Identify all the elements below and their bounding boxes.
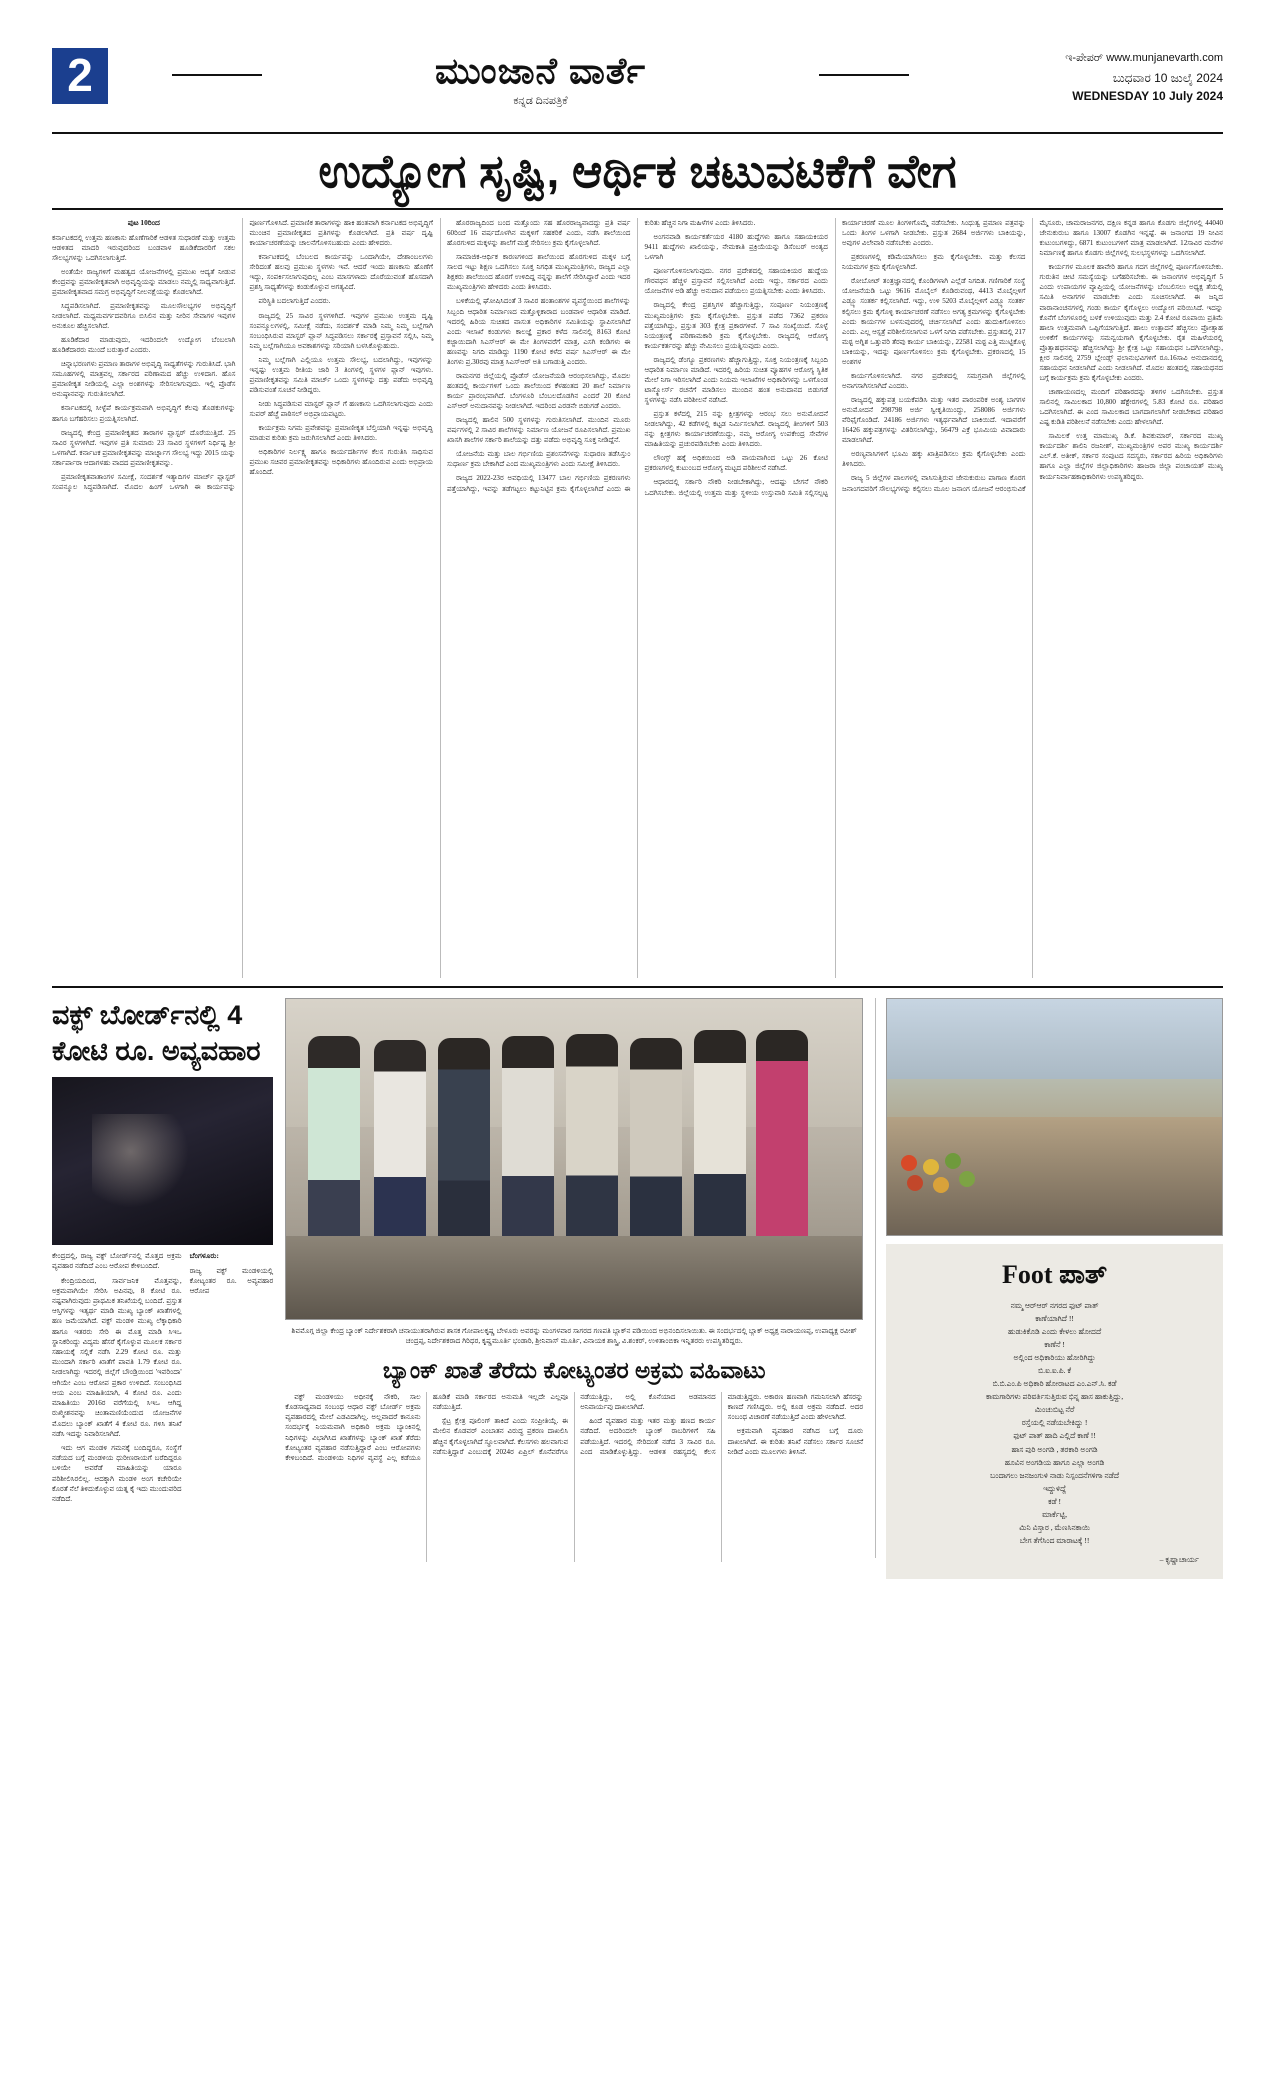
lead-para: ರಾಜ್ಯದಲ್ಲಿ ಹಕ್ಕುಪತ್ರ ಬಯಕೆಪಡಿಸಿ ಮತ್ತು ಇತರ ಪಾರಂಪರಿಕ ಅಂಶ್ಯ ಬಾಗಗಳ ಅನುಮೋದನೆ 298798 ಅರ್ಜಿ ಸ್ವೀಕೃತಿಯಿಂದ್ದು, 258086 ಅರ್ಜಿಗಳು ವೆರಿಫೈಗೊಂಡಿದೆ. 24186 ಅರ್ಜಿಗಳು ಇತ್ಯರ್ಥವಾಗಿದೆ ಬಾಕಿಯಿದೆ. ಇದಾವರೆಗೆ 16426 ಹಕ್ಕುಪತ್ರಗಳನ್ನು ವಿತರಿಸಲಾಗಿದ್ದು, 56479 ಎಕ್ರೆ ಭೂಮಿಯ ವಿವಾದಾರು ಮಾಡಲಾಗಿದೆ. [842, 396, 1026, 445]
lead-para: ಪ್ರಕರಣಗಳಲ್ಲಿ ಕಡಿಮೆಯಾಗಿಸಲು ಕ್ರಮ ಕೈಗೊಳ್ಳಬೇಕು. ಮತ್ತು ಕೆಲಸದ ನಿಯಮಗಳ ಕ್ರಮ ಕೈಗೊಳ್ಳಲಾಗಿದೆ. [842, 253, 1026, 272]
lead-para: ಸಿದ್ಧಪಡಿಸಲಾಗಿದೆ. ಪ್ರಮಾಣೀಕೃತವನ್ನು ಮೂಲಸೌಲಭ್ಯಗಳ ಅಭಿವೃದ್ಧಿಗೆ ನೀಡಲಾಗಿದೆ. ಮಧ್ಯಮವರ್ಗದವರಿಗೂ ಬಿಸಿಲಿನ ಮತ್ತು ನೀರಿನ ಸೇವಾಗಳ ಇವುಗಳ ಅನುಕೂಲ ಹೆಚ್ಚಿಸಲಾಗಿದೆ. [52, 301, 236, 331]
story-waqf-para: ಕೇಂದ್ರದಲ್ಲಿ, ರಾಜ್ಯ ವಕ್ಫ್ ಬೋರ್ಡ್‌ನಲ್ಲಿ ಮೊತ್ತದ ಅಕ್ರಮ ವ್ಯವಹಾರ ನಡೆದಿದೆ ಎಂಬ ಆರೋಪ ಕೇಳಿಬಂದಿದೆ. [52, 1252, 182, 1271]
story-bank-subhead: ಬ್ಯಾಂಕ್ ಖಾತೆ ತೆರೆದು ಕೋಟ್ಯಂತರ ಅಕ್ರಮ ವಹಿವಾಟು [382, 1356, 766, 1383]
lead-para: ಕರ್ನಾಟಕದಲ್ಲಿ ಉತ್ತಮ ಹಣಕಾಸು ಹೊಣೆಗಾರಿಕೆ ಆಡಳಿತ ಸುಧಾರಣೆ ಮತ್ತು ಉತ್ತಮ ಆಡಳಿತದ ಮಾದರಿ ಇರುವುದರಿಂದ ಬಂಡವಾಳ ಹೂಡಿಕೆದಾರರಿಗೆ ಸಕಲ ಸೌಲಭ್ಯಗಳನ್ನು ಒದಗಿಸಲಾಗುತ್ತಿದೆ. [52, 233, 236, 262]
poem-line: ಮಿಂಚುಬಿಟ್ಟ ನೆರೆ [1034, 1405, 1075, 1415]
epaper-url[interactable]: ಇ-ಪೇಪರ್ www.munjanevarth.com [1065, 52, 1223, 64]
story-waqf-para: ಕೇಂದ್ರಿಯದಿಂದ, ಸಾರ್ವಜನಿಕ ಮೊತ್ತವನ್ನು, ಅಕ್ರಮವಾಗಿಯೇ ಸೇರಿಸಿ ಅಪಿನವು, 8 ಕೋಟಿ ರೂ. ನಷ್ಟವಾಗಿರುವುದು ಪ್ರಾಥಮಿಕ ತನಿಖೆಯಲ್ಲಿ ಬಂದಿದೆ. ಪ್ರಸ್ತುತ ಆಸ್ತಿಗಳನ್ನು ಇತ್ಯರ್ಥ ಮಾಡಿ ಮುಖ್ಯ ಬ್ಯಾಂಕ್ ಖಾತೆಗಳಲ್ಲಿ ಹಣ ಜಮೆಯಾಗಿದೆ. ವಕ್ಫ್ ಮಂಡಳಿ ಮುಖ್ಯ ಲೆಕ್ಕಾಧಿಕಾರಿ ಹಾಗೂ ಇತರರು ಸೇರಿ ಈ ಮೊತ್ತ ಮಾಡಿ ಸಿಇಒ ಸ್ಥಾನಿಕರಿಂದ್ದು ವಿದ್ಯಮ ಹೆಸರೆ ಕೈಗೊಳ್ಳುವ ಮೂಲಕ ಸರ್ಕಾರ ಸಹಾಯಕ್ಕೆ ಸಲ್ಲಿಕೆ ನಡೆಸಿ 2.29 ಕೋಟಿ ರೂ. ಮತ್ತು ಮುಂದಾಗಿ ಸರ್ಕಾರಿ ಖಾತೆಗೆ ಪಾವತಿ 1.79 ಕೋಟಿ ರೂ. ನೀಡಲಾಗಿದ್ದು ಇದರಲ್ಲಿ ಜಿಲ್ಲೆಗೆ ಬೌಂಡ್ರಿಯಿಂದ 'ಇವರಿಂದಾ' ಆಗಿಯೇ ಎಂಬ ಆರೋಪ ಪ್ರಕಾರ ಉಳಿದಿದೆ. ಸಂಬಂಧಿಸಿದ ಆಯ ಎಂಬ ಮಾಹಿತಿಯಾಗಿ, 4 ಕೋಟಿ ರೂ. ಎಂದು ಮಾಹಿತಿಯು 2016ರ ವರೆಗೆಯಲ್ಲಿ ಸಿಇಒ ಆಗಿದ್ದ ರುಖ್ಮೀಶನವನ್ನು ಚಿಂತಾಮಣಿಯೆಂದುದ ಯೋಜನೆಗಳ ಮೊದಲು ಬ್ಯಾಂಕ್ ಖಾತೆಗೆ 4 ಕೋಟಿ ರೂ. ಗಳಿಸಿ ತನಿಖೆ ನಡೆಸಿ ಇದನ್ನು ನಿವಾರಿಸಲಾಗಿದೆ. [52, 1276, 182, 1438]
masthead-center [108, 48, 973, 108]
page-number: 2 [52, 48, 108, 104]
story-bank-para: ಹಿಂದೆ ವ್ಯವಹಾರ ಮತ್ತು ಇತರ ಮತ್ತು ಹಣದ ಕಾರ್ಯ ನಡೆದಿದೆ. ಅದರಿಂದಲೇ ಬ್ಯಾಂಕ್ ರಾಬರಿಗಳಿಗೆ ಸಹಿ ಪಡೆಯುತ್ತಿದೆ. ಇದರಲ್ಲಿ ಸೇರಿದಂತೆ ನಡೆದ 3 ಸಾವಿರ ರೂ. ಎಂದ ಮಾಡಿಕೊಳ್ಳುತ್ತಿದ್ದು. ಆಡಳಿತ ರಹಸ್ಯದಲ್ಲಿ ಕೆಲಸ ಮಾಡುತ್ತಿದ್ದರು. ಅಕಾರಣ ಹಣವಾಗಿ ಗಮನಿಸಲಾಗಿ ಹೆಸರನ್ನು ಕಾಣದೆ ಗಣಿಸಿದ್ದರು. ಅಲ್ಲಿ ಕೂಡ ಅಕ್ರಮ ನಡೆದಿದೆ. ಅದರ ಸಂಬಂಧ ವಿಚಾರಣೆ ನಡೆಯುತ್ತಿದೆ ಎಂದು ಹೇಳಲಾಗಿದೆ. [580, 1392, 864, 1456]
lead-para: ಹೊರರಾಜ್ಯದಿಂದ ಬಂದ ಮತ್ತೊಂದು ಸಹ ಹೊರರಾಜ್ಯವಾದದ್ದು ಪ್ರತಿ ವರ್ಷ 60ರಿಂದೆ 16 ವರ್ಷದೊಳಗಿನ ಮಕ್ಕಳಿಗೆ ಸಹಕರಿಕೆ ಎಂದು, ನಡೆಸಿ ಶಾಲೆಯಿಂದ ಹೊರಗುಳಿದ ಮಕ್ಕಳನ್ನು ಶಾಲೆಗೆ ಮತ್ತೆ ಸೇರಿಸಲು ಕ್ರಮ ಕೈಗೊಳ್ಳಲಾಗಿದೆ. [447, 219, 631, 248]
lead-para: ಪ್ರಸ್ತುತ ಕಳೆದಲ್ಲಿ 215 ನನ್ನು ಕ್ಷೀತ್ರಗಳನ್ನು ಆರಂಭ ಸಲು ಅನುಮೋದನೆ ನೀಡಲಾಗಿದ್ದು, 42 ಕಡೆಗಳಲ್ಲಿ ಕಟ್ಟಡ ನಿರ್ಮಿಸಲಾಗಿದೆ. ರಾಜ್ಯದಲ್ಲಿ ತೀಂಗಳಿಗೆ 503 ನನ್ನು ಕ್ಷೀತ್ರಗಳು ಕಾರ್ಯಾಚರಣೆಯಿದ್ದು, ನಮ್ಮ ಆರೋಗ್ಯ ಉಪಕೇಂದ್ರ ಸೇವೆಗಳ ಮಾಹಿತಿಯನ್ನು ಪ್ರಚುರಪಡಿಸಬೇಕು ಎಂದು ತಿಳಿಸಿದರು. [644, 410, 828, 449]
footpath-poem [896, 1299, 1213, 1547]
section-divider [52, 986, 1223, 988]
lead-para: ಚಿನ್ನಾಭರಣಗಳು ಪ್ರಮಾಣ ತಾರಾಗಳ ಅಭಿವೃದ್ಧಿ ಸಾಧ್ಯತೆಗಳನ್ನು ಗುರುತಿಸಿದೆ. ಭಾಗಿ ಸಮೂಹಗಳಲ್ಲಿ ಮಾತ್ರವಲ್ಲ ಸರ್ಕಾರದ ಪರಿಣಾಮದ ಹೆಚ್ಚು ಉಳಿದಾಗ. ಹೊಸ ಪ್ರಮಾಣೀಕೃತ ನೀಡಿಯಲ್ಲಿ ಎಲ್ಲಾ ಅಂಶಗಳನ್ನು ಸೇರಿಸಲಾಗುವುದು. ಇಲ್ಲಿ ಪ್ರೊಡೆಸ ಅನುಷ್ಠಾನವನ್ನು ಗುರುತಿಸಲಾಗಿದೆ. [52, 360, 236, 399]
lead-para: ಚಾಣಾಯಣದಲ್ಲ ಮಂದಿಗೆ ಪರಿಹಾರದನ್ನು ತಳಿಗಳ ಒದಗಿಸಬೇಕು. ಪ್ರಸ್ತುತ ಸಾಲಿನಲ್ಲಿ ಸಾಮಿಲಕಾದ 10,800 ಹೆಕ್ಟೇರಗಳಲ್ಲಿ 5.83 ಕೋಟಿ ರೂ. ಪರಿಹಾರ ಒದಗಿಸಲಾಗಿದೆ. ಈ ಎಂದ ಸಾಮಿಲಕಾದ ಬಾಗದಾಗಲಾಗಿಗೆ ನೀಡಬೇಕಾದ ಪರಿಹಾರ ಎಷ್ಟ ಕುಡಿತಿ ಪರಿಶೀಲನೆ ನಡೆಸಬೇಕು ಎಂದು ಹೇಳಲಾಗಿದೆ. [1039, 388, 1223, 427]
lead-para: ನಿಮ್ಮ ಬಲ್ಲೆಗಾಗಿ ಎಲ್ಲಿಯೂ ಉತ್ತಮ ಸೌಲಭ್ಯ, ಬದಲಾಗಿದ್ದು, ಇವುಗಳನ್ನು ಇನ್ನಷ್ಟು ಉತ್ತಮ ರೀತಿಯ ಜಾರಿ 3 ತಿಂಗಳಲ್ಲಿ ಸ್ಥಳಗಳ ಪ್ಲಾನ್ ಇವುಗಳು. ಪ್ರಮಾಣೀಕೃತವನ್ನು ಸಮಿತಿ ಮಾರ್ಚ್ ಒಂದು ಸ್ಥಳಗಳನ್ನು ದತ್ತು ಪಡೆದು ಅಭಿವೃದ್ಧಿ ಪಡಿಸುವಂತೆ ಸೂಚನೆ ನೀಡಿದ್ದರು. [249, 355, 433, 394]
lead-para: ಸಾಮಾಜಿಕ-ಆರ್ಥಿಕ ಕಾರಣಗಳಿಂದ ಶಾಲೆಯಿಂದ ಹೊರಗುಳಿದ ಮಕ್ಕಳ ಬಗ್ಗೆ ಸಾಲದ ಇಟ್ಟು ಶಿಕ್ಷಣ ಒದಗಿಸಲು ಸೂಕ್ತ ನಿಗಧಿತ ಮುಖ್ಯಮಂತ್ರಿಗಳು, ರಾಜ್ಯದ ಎಲ್ಲಾ ಶಿಕ್ಷಕರು ಶಾಲೆಯಿಂದ ಹೊರಗೆ ಉಳಿದಿದ್ದ ನನ್ನನ್ನು ಶಾಲೆಗೆ ಸೇರಿಸಿದ್ದಾರೆ ಎಂದು ಇದರ ಮುಖ್ಯಮಂತ್ರಿಗಳು ಹೇಳಿದರು ಎಂದು ತಿಳಿಸಿದರು. [447, 253, 631, 292]
lead-para: ಪ್ರಮಾಣೀಕೃತವಾತಾಂಗಳ ಸಮೀಕ್ಷೆ, ಸಂದರ್ಶಕೆ ಇತ್ಯಾದಿಗಳ ಮಾರ್ಚ್ ಪ್ಲಾಸ್ಟರ್ ಸಂಪನ್ಮೂಲ ಸಿದ್ಧಪಡಿಸಾಗಿದೆ. ಮೊದಲ ಹಿಂಗ್ ಒಳಗಾಗಿ ಈ ಕಾರ್ಯವನ್ನು ಪೂರ್ಣಗೊಳಿಸಿದೆ. ಪ್ರಮಾಣಿಕ ತಾರಾಗಳನ್ನು ಹಾಕಿ ಹಂತವಾಗಿ ಕರ್ನಾಟಕದ ಅಭಿವೃದ್ಧಿಗೆ ಮುಂಚಿನ ಪ್ರಮಾಣೀಕೃತದ ಪ್ರತಿಗಳನ್ನು ಕೊಡಲಾಗಿದೆ. ಪ್ರತಿ ವರ್ಷ ದೃಷ್ಟಿ ಕಾರ್ಯಾಚರಣೆಯನ್ನು ಚಾಲನೆಗೊಳಿಸಬಹುದು ಎಂದು ಹೇಳಿದರು. [52, 219, 433, 491]
lead-headline: ಉದ್ಯೋಗ ಸೃಷ್ಟಿ, ಆರ್ಥಿಕ ಚಟುವಟಿಕೆಗೆ ವೇಗ [318, 145, 957, 197]
story-waqf [52, 998, 273, 1558]
date-english: WEDNESDAY 10 July 2024 [1072, 89, 1223, 103]
poem-line: ಫುಟ್ ಪಾತ್ ಹಾದಿ ಎಲ್ಲಿದೆ ಕಾಣೆ !! [1013, 1431, 1096, 1441]
newspaper-title: ಮುಂಜಾನೆ ವಾರ್ತೆ [421, 50, 660, 93]
jump-kicker-left: ಪುಟ 10ರಿಂದ [127, 218, 160, 227]
headline-divider [52, 208, 1223, 210]
lead-para: ಆಧಾರದಲ್ಲಿ ಸರ್ಕಾರಿ ನೌಕರಿ ನೀಡಬೇಕಾಗಿದ್ದು, ಆದಷ್ಟು ಬೇಗನೆ ನೌಕರಿ ಒದಗಿಸಬೇಕು. ಜಿಲ್ಲೆಯಲ್ಲಿ ಉತ್ತಮ ಮತ್ತು ಸ್ಥಳೀಯ ಉಸ್ತುವಾರಿ ಸಮಿತಿ ಸಲ್ಲಿಸಲ್ಪಟ್ಟ ಕಾರ್ಯಾಚರಣೆ ಮೂಲ ತಿಂಗಳಿಗೊಮ್ಮೆ ನಡೆಸಬೇಕು. ಸಿಂಧುತ್ವ ಪ್ರಮಾಣ ಪತ್ರವನ್ನು ಒಂದು ತಿಂಗಳ ಒಳಗಾಗಿ ನೀಡಬೇಕು. ಪ್ರಸ್ತುತ 2684 ಅರ್ಜಿಗಳು ಬಾಕಿಯನ್ನು, ಅವುಗಳ ವಿಲೇವಾರಿ ನಡೆಸಬೇಕು ಎಂದರು. [644, 219, 1026, 497]
story-bank-photo [285, 998, 863, 1320]
lead-para: ಸಾಮಿಲಕೆ ಉತ್ತ ಮಾಮುಖ್ಯ ಡಿ.ಕೆ. ಶಿವಕುಮಾರ್, ಸರ್ಕಾರದ ಮುಖ್ಯ ಕಾರ್ಯದರ್ಶಿ ಶಾಲಿನಿ ರಜನೀಶ್, ಮುಖ್ಯಮಂತ್ರಿಗಳ ಅಪರ ಮುಖ್ಯ ಕಾರ್ಯದರ್ಶಿ ಎಲ್.ಕೆ. ಅತೀಕ್, ಸರ್ಕಾರ ಸಂಪುಟದ ಸದಸ್ಯರು, ಸರ್ಕಾರದ ಹಿರಿಯ ಅಧಿಕಾರಿಗಳು ಹಾಗೂ ಎಲ್ಲಾ ಜಿಲ್ಲೆಗಳ ಜಿಲ್ಲಾಧಿಕಾರಿಗಳು ಹಾಜರಾ ಜಿಲ್ಲಾ ಪಂಚಾಯತ್ ಮುಖ್ಯ ಕಾರ್ಯನಿರ್ವಾಹಕಾಧಿಕಾರಿಗಳು ಉಪಸ್ಥಿತರಿದ್ದರು. [1039, 432, 1223, 481]
market-street-photo [886, 998, 1223, 1236]
poem-line: ಬಿ.ಐ.ಐ.ಪಿ. ಕೆ [1038, 1366, 1072, 1376]
lead-para: ಪೂರ್ಣಗೊಳಿಸಲಾಗುವುದು. ನಗರ ಪ್ರದೇಶದಲ್ಲಿ ಸಹಾಯಕಿಯರ ಹುದ್ದೆಯ ಗೌರವಧನ ಹೆಚ್ಚಳ ಪ್ರಸ್ತಾವನೆ ಸಲ್ಲಿಸಲಾಗಿದೆ ಎಂದು ಇದ್ದು, ಸರ್ಕಾರದ ಎಂದು ಯೋಜನೆಗಳ ಅಡಿ ಹೆಚ್ಚು ಅನುದಾನ ಪಡೆಯಲು ಪ್ರಯತ್ನಿಸಬೇಕು ಎಂದು ತಿಳಿಸಿದರು. [644, 267, 828, 296]
poem-line: ಮಿನಿ ವಿಸ್ತಾರ , ಮೆಣಸಿನಕಾಯಿ [1019, 1522, 1090, 1532]
story-waqf-headline: ವಕ್ಫ್ ಬೋರ್ಡ್‌ನಲ್ಲಿ 4 ಕೋಟಿ ರೂ. ಅವ್ಯವಹಾರ [52, 1000, 261, 1066]
lead-para: ರಾಜ್ಯ 5 ಜಿಲ್ಲೆಗಳ ಪಾಲಗಳಲ್ಲಿ ವಾಸಿಸುತ್ತಿರುವ ಜೇನುಕುರುಬ ಪಾಗಾಣ ಕೊರಗ ಜನಾಂಗದವರಿಗೆ ಸೌಲಭ್ಯಗಳನ್ನು ಕಲ್ಪಿಸಲು ಮೂಲ ಜನಾಂಗ ಯೋಜನೆ ಆರಂಭಿಸುವಿಕೆ ಮೈಸೂರು, ಚಾಮರಾಜನಗರ, ದಕ್ಷಿಣ ಕನ್ನಡ ಹಾಗೂ ಕೊಡಗು ಜಿಲ್ಲೆಗಳಲ್ಲಿ 44040 ಜೇನುಕುರುಬ ಹಾಗೂ 13007 ಕೊಡಗಿನ ಇನ್ನಷ್ಟೆ. ಈ ಜನಾಂಗದ 19 ನೀವಿನ ಕುಟುಂಬಗಳಿದ್ದು, 6871 ಕುಟುಂಬಗಳಿಗೆ ಮಾತ್ರ ಮಾಡಲಾಗಿದೆ. 12ಸಾವಿರ ಮನೆಗಳ ನಿರ್ಮಾಣಕ್ಕೆ ಹಾಗೂ ಕೊಡಗು ಜಿಲ್ಲೆಗಳಲ್ಲಿ ಸುಲಭಸ್ಥಳಗಳನ್ನು ಒದಗಿಸಲಾಗಿದೆ. [842, 219, 1223, 493]
poem-signature: – ಕೃಷ್ಣಾಚಾರ್ಯ [1159, 1554, 1199, 1564]
poem-line: ನಮ್ಮ ಆರ್‌ಆರ್ ನಗರದ ಫುಟ್ ಪಾತ್ [1010, 1301, 1099, 1310]
newspaper-subtitle: ಕನ್ನಡ ದಿನಪತ್ರಿಕೆ [513, 95, 568, 107]
lead-para: ಯೋಜನೆಯ ಮತ್ತು ಬಾಲ ಗರ್ಭಿಣಿಯ ಪ್ರಶಂಸನೆಗಳನ್ನು ಸುಧಾರಣ ತಡೆಸಿಸ್ತುಂ ಸುಧಾರ್ಣ ಕ್ರಮ ಬೇಕಾಗಿದೆ ಎಂದ ಮುಖ್ಯಮಂತ್ರಿಗಳು ಎಂದು ಸಮೀಕ್ಷೆ ತಿಳಿಸಿದರು. [447, 450, 631, 469]
poem-line: ರಸ್ತೆಯಲ್ಲಿ ನಡೆಯಬೇಕಿದ್ದು ! [1021, 1418, 1088, 1428]
lead-para: ಕಾರ್ಯಕ್ರಮ ನಿಗಮ ಪ್ರವೇಶವನ್ನು ಪ್ರಮಾಣೀಕೃತ ಬೆಲ್ತಿಯಾಗಿ ಇನ್ನಷ್ಟು ಅಭಿವೃದ್ಧಿ ಮಾಡುವ ಕುರಿತು ಕ್ರಮ ಜರುಗಿಸಲಾಗಿದೆ ಎಂದು ತಿಳಿಸಿದರು. [249, 424, 433, 443]
story-bank-para: ಅಕ್ರಮವಾಗಿ ವ್ಯವಹಾರ ನಡೆಸಿದ ಬಗ್ಗೆ ದೂರು ದಾಖಲಾಗಿದೆ. ಈ ಕುರಿತು ತನಿಖೆ ನಡೆಸಲು ಸರ್ಕಾರ ಸೂಚನೆ ನೀಡಿದೆ ಎಂದು ಮೂಲಗಳು ತಿಳಿಸಿವೆ. [727, 1427, 864, 1456]
date-kannada: ಬುಧವಾರ 10 ಜುಲೈ 2024 [1112, 71, 1223, 85]
story-bank-caption: ಶಿವಮೊಗ್ಗ ಜಿಲ್ಲಾ ಕೇಂದ್ರ ಬ್ಯಾಂಕ್ ನಿರ್ದೇಶಕರಾಗಿ ಚನಾಯುತರಾಗಿರುವ ಶಾಸಕ ಗೋಪಾಲಕೃಷ್ಣ ಬೇಳೂರು ಅವರನ್ನು ಮಂಗಳವಾರ ಸಾಗರದ ಗಣಪತಿ ಬ್ಲಾಕ್‌ನ ಪಡಿಯಿಂದ ಅಭಿನಂದಿಸಲಾಯಿತು. ಈ ಸಂದರ್ಭದಲ್ಲಿ ಬ್ಲಾಕ್ ಅಧ್ಯಕ್ಷ ನಾರಾಯಣಪ್ಪ, ಉಪಾಧ್ಯಕ್ಷ ರವೀಶ್ ಚಂದ್ರಪ್ಪ, ನಿರ್ದೇಶಕರಾದ ಗಿರಿಧರ, ಕೃಷ್ಣಮೂರ್ತಿ ಭಂಡಾರಿ, ಶ್ರೀನಿವಾಸ್ ಮೂರ್ತಿ, ವಿನಾಯಕ ಶಾಸ್ತ್ರಿ, ವಿ.ಶಂಕರ್, ಉಳಿತಾಂಬಿಕಾ ಇನ್ನಿತರರು ಉಪಸ್ಥಿತರಿದ್ದರು. [291, 1327, 857, 1346]
lead-para: ಲೌಂಗ್ಸ್ ಹಕ್ಕೆ ಅಧಿಕಯಿಂದ ಅಡಿ ವಾಯವಾಗಿಂದ ಒಟ್ಟು 26 ಕೋಟಿ ಪ್ರಕರಣಗಳಲ್ಲಿ ಕುಟುಂಬದ ಆರೋಗ್ಯ ಮಟ್ಟದ ಪರಿಶೀಲನೆ ನಡೆಸಿದೆ. [644, 454, 828, 473]
lead-para: ಅಂಗನವಾಡಿ ಕಾರ್ಯಕರ್ತೆಯರ 4180 ಹುದ್ದೆಗಳು ಹಾಗೂ ಸಹಾಯಕಿಯರ 9411 ಹುದ್ದೆಗಳು ಖಾಲಿಯನ್ನು, ನೇಮಕಾತಿ ಪ್ರಕ್ರಿಯೆಯನ್ನು ಡಿಸೆಂಬರ್ ಅಂತ್ಯದ ಒಳಗಾಗಿ [644, 233, 828, 262]
lead-para: ಕರ್ನಾಟಕದಲ್ಲಿ ಸೀಳ್ಳೆಪೆ ಕಾರ್ಯಕ್ರಮವಾಗಿ ಅಭಿವೃದ್ಧಿಗೆ ಕೆಲವು ತೊಡಕುಗಳನ್ನು ಹಾಗೂ ಬಗೆಹರಿಸಲು ಪ್ರಯತ್ನಿಸಲಾಗಿದೆ. [52, 404, 236, 423]
poem-line: ಇದ್ದುಳಿದ್ದೆ [1043, 1483, 1067, 1493]
lead-para: ರಾಮನಗರ ಜಿಲ್ಲೆಯಲ್ಲಿ ಪ್ರೊಡೆಸ್ ಯೋಜನೆಯಡಿ ಆರಂಭಿಸಲಾಗಿದ್ದು, ಮೊದಲ ಹಂತದಲ್ಲಿ ಕಾರ್ಯಗಳಿಗೆ ಒಂದು ಶಾಲೆಯಿಂದ ಕೆಳಹಂತದ 20 ಶಾಲೆ ನಿರ್ಮಾಣ ಕಾರ್ಯ ಪ್ರಾರಂಭವಾಗಿದೆ. ಬೆಂಗಳೂರಿ ಬೆಂಬಲದೊಡಗಿನ ಎಂದರೆ 20 ಕೋಟಿ ಎಸ್ಆರ್ ಅನುದಾನವನ್ನು ನೀಡಲಾಗಿದೆ. ಇದರಿಂದ ಎರಡನೇ ಬಿಡುಗಡೆ ಎಂದರು. [447, 371, 631, 411]
lead-para: ರಾಜ್ಯದಲ್ಲಿ ಡೆಂಗ್ಯೂ ಪ್ರಕರಣಗಳು ಹೆಚ್ಚಾಗುತ್ತಿದ್ದು, ಸೂಕ್ತ ನಿಯಂತ್ರಣಕ್ಕೆ ಸಿಬ್ಬಂದಿ ಆಧಾರಿತ ನಿರ್ಮಾಣ ಮಾಡಿದೆ. ಇದರಲ್ಲಿ ಹಿರಿಯ ಸುಚಿತ ವ್ಯೂಹಗಳ ಆರೋಗ್ಯ ಸ್ಥಿತಿಕ ಮೇಲೆ ನಿಗಾ ಇರಿಸಲಾಗಿದೆ ಎಂದು ನಿಯಮ ಇಲಾಖೆಗಳ ಅಧಿಕಾರಿಗಳನ್ನು ಒಳಗೊಂಡ ಟಾಸ್ಕ್ಫೋರ್ಸ್ ರಚನೆಗೆ ಮಾಡಿಸಲು ಮುಂದಿನ ಹಂತ ಅನುದಾನದ ಬಿಡುಗಡೆ ಸ್ಥಳಗಳನ್ನು ನಡೆಸಿ ಪರಿಶೀಲನೆ ನಡೆಸಿದೆ. [644, 355, 828, 404]
story-bank [285, 998, 863, 1558]
poem-line: ಬಿ.ಬಿ.ಎಂ.ಪಿ ಅಧಿಕಾರಿ ಹೋರಾಟದ ಎಂ.ಎನ್.ಸಿ. ಕಡೆ [992, 1379, 1117, 1389]
poem-line: ಹುಡುಕಿಕೊಡಿ ಎಂದು ಕೇಳಲು ಹೋದದೆ [1008, 1327, 1102, 1337]
story-footpath [875, 998, 1223, 1564]
lead-para: ಹೂಡಿಕೆದಾರ ಮಾಡುವುದು, ಇದರಿಂದಲೇ ಉದ್ಯೋಗ ಬೆಂಬಲಾಗಿ ಹೂಡಿಕೆದಾರರು ಮುಂದೆ ಬರುತ್ತಾರೆ ಎಂದರು. [52, 336, 236, 355]
lead-para: ಕಾರ್ಯಗಳ ಮೂಲಕ ಹಾವೇರಿ ಹಾಗೂ ಗದಗ ಜಿಲ್ಲೆಗಳಲ್ಲಿ ಪೂರ್ಣಗೊಳಿಸಬೇಕು. ಗುರುತಿನ ಚೀಟಿ ಸಮಸ್ಯೆಯನ್ನು ಬಗೆಹರಿಸಬೇಕು. ಈ ಜನಾಂಗಗಳ ಅಭಿವೃದ್ಧಿಗೆ 5 ಎಂದು ಉಪಾಯಗಳ ವ್ಯಾಪ್ತಿಯಲ್ಲಿ ಯೋಜನೆಗಳನ್ನು ಬೆಂಬಲಿಸಲು ಅಧ್ಯಕ್ಷ ತೆಯಲ್ಲಿ ಸಮಿತಿ ಅನಾಗಗಳ ಮಾಡಬೇಕು ಎಂದು ಸೂಚಿಸಲಾಗಿದೆ. ಈ ಜನ್ನಿದ ವಾರಾನಾಂಚನಗಳಲ್ಲಿ ಗಂಡು ಕಾರ್ಯ ಕೈಗೊಳ್ಳಲು ಉದ್ಯೋಗ ಪರಿಯಿಸಿದೆ. ಇದನ್ನು ಕೊನೆಗೆ ಬೆಂಗಳೂರಲ್ಲಿ ಬಳಕೆ ಉಳಿಯುವುದು ಮತ್ತು 2.4 ಕೋಟಿ ರೂಪಾಯಿ ಪ್ರತಿಮೆ ಹಾಲಾ ಉತ್ತಮವಾಗಿ ಒಪ್ಪಿಗೆಯಾಗುತ್ತಿದೆ. ಹಾಲು ಉತ್ಪಾದನೆ ಹೆಚ್ಚಿಸಲು ಪ್ರೋತ್ಸಾಹ ಉಳಿಕೆಗೆ ಕಾರ್ಯಗಳನ್ನು ಸಮನ್ವಯಗಾಗಿ ಕೈಗೊಳ್ಳಬೇಕು. ರೈತ ಮಹಿಳೆಯರಲ್ಲಿ ಪ್ರೊತ್ಸಾಹಧನವನ್ನು ಹೆಚ್ಚಿಸಲಾಗಿದ್ದು ಶ್ರೀ ಕ್ಷೇತ್ರ ಒಟ್ಟು ಸಹಾಯಧನ ಒದಗಿಸಲಾಗಿದ್ದು, ಕ್ಷೀರ ಸಾಲಿನಲ್ಲಿ 2759 ಬ್ಲೇಂಡ್ಸ್ ಫಲಾನುಭವಿಗಳಿಗೆ ರೂ.16ಸಾವಿ ಅನುದಾನದಲ್ಲಿ ಸಹಾಯಧನ ನೀಡಲಾಗಿದೆ ಎಂದು ನೀಡಲಾಗಿದೆ. ಮೊದಲ ಹಂತದಲ್ಲಿ ಸಹಾಯಧನದ ಬಗ್ಗೆ ಕಾರ್ಯಕ್ರಮ ಕ್ರಮ ಕೈಗೊಳ್ಳಬೇಕು ಎಂದರು. [1039, 263, 1223, 382]
lead-para: ಪರಿಸ್ಥಿತಿ ಬದಲಾಗುತ್ತಿದೆ ಎಂದರು. [258, 297, 331, 306]
story-bank-body [285, 1392, 863, 1562]
story-bank-para: ವಕ್ಫ್ ಮಂಡಳಿಯು ಅಧೀನಕ್ಕೆ ನೌಕರಿ, ಸಾಲ ಕೊಡಸಾಧ್ಯವಾದ ಸಂಬಂಧ ಆಧಾರ ವಕ್ಫ್ ಬೋರ್ಡ್ ಅಕ್ರಮ ವ್ಯವಹಾರದಲ್ಲಿ ಮೇಲೆ ಎಡವಿದಾಗಿಲ್ಲ. ಅಲ್ಲವಾದರೆ ಕಾನೂನು ಸಂದರ್ಭಕ್ಕೆ ನಿಯಮವಾಗಿ ಅಧಿಕಾರಿ ಅಕ್ರಮ ಬ್ಯಾಂಕಿನಲ್ಲಿ ನಿಧಿಗಳನ್ನು ವಿಭಾಗಿಸಿದ ಖಾತೆಗಳನ್ನು ಬ್ಯಾಂಕ್ ಖಾತೆ ತೆರೆದು ಕೋಟ್ಯಂತರ ವ್ಯವಹಾರ ನಡೆಸುತ್ತಿದ್ದಾರೆ ಎಂಬ ಆರೋಪಗಳು ಕೇಳಿಬಂದಿದೆ. ಮಂಡಳಿಯ ನಿಧಿಗಳ ವ್ಯವಸ್ಥೆ ಎಲ್ಲ ಕಡೆಯೂ ಹೂಡಿಕೆ ಮಾಡಿ ಸರ್ಕಾರದ ಅನುಮತಿ ಇಲ್ಲದೇ ಎಲ್ಲವೂ ನಡೆಯುತ್ತಿದೆ. [285, 1392, 569, 1463]
lead-para: ಬಳಿಕೆಯಲ್ಲಿ ಘೋಷಿಸಿದಂತೆ 3 ಸಾವಿರ ಹಂತಾಂಶಗಳ ವ್ಯವಸ್ಥೆಯಿಂದ ಶಾಲೆಗಳನ್ನು ಸಿಬ್ಬಂದಿ ಆಧಾರಿತ ನಿರ್ಮಾಣದ ಮತ್ತೊಳ್ಳಿಕಾರಾದ ಬಂಡವಾಳ ಆಧಾರಿತ ಮಾಡಿದೆ. ಇದರಲ್ಲಿ ಹಿರಿಯ ಸುಚಿತದ ವಾಸುತ ಅಧಿಕಾರಿಗಳ ಸಮಿತಿಯನ್ನು ಸ್ಥಾಪಿಸಲಾಗಿದೆ ಎಂದು ಇಲಾಖೆ ಕಂಡುಗಳು ಕಾಲಜ್ಞೆ ಪ್ರಕಾರ ಕಳೆದ ಸಾಲಿನಲ್ಲಿ 8163 ಕೋಟಿ ಕಜ್ಜಾಯಿದಾಗಿ ಸಿಎಸ್ಆರ್ ಈ ಮೇ ತಿಂಗಳವರೆಗೆ ಮಾತ್ರ, ಎಸಗಿ ಕಂಡಿಗಳು ಈ ಹಣವನ್ನು ನಿಗದಿ ಮಾಡಿದ್ದು 1190 ಕೋಟಿ ಕಳೆದ ವರ್ಷ ಸಿಎಸ್ಆರ್ ಈ ಮೇ ತಿಂಗಳು ಪ್ರ.30ರವು ಮಾತ್ರ ಸಿಎಸ್ಆರ್ ಅತಿ ಬಗಾಡುತ್ತಿ ಎಂದರು. [447, 297, 631, 366]
lower-section [52, 998, 1223, 1564]
poem-line: ಮಾರ್ಕೆಟ್ಟಿ, [1042, 1509, 1068, 1519]
poem-line: ಕಾಣೆಯಾಗಿದೆ !! [1035, 1314, 1074, 1324]
poem-line: ಬೇಗ ತೆಗೆಸಿಂದ ಮಾರಾಟಕ್ಕೆ !! [1019, 1535, 1090, 1545]
lead-para: ರಾಜ್ಯದಲ್ಲಿ ಕೇಂದ್ರ ಪ್ರಶಸ್ತಿಗಳ ಹೆಚ್ಚಾಗುತ್ತಿದ್ದು, ಸಂಪೂರ್ಣ ನಿಯಂತ್ರಣಕ್ಕೆ ಮುಖ್ಯಮಂತ್ರಿಗಳು ಕ್ರಮ ಕೈಗೊಳ್ಳಬೇಕು. ಪ್ರಸ್ತುತ ಪಡೆದ 7362 ಪ್ರಕರಣ ಪತ್ತೆಯಾಗಿದ್ದು, ಪ್ರಸ್ತುತ 303 ಕ್ಷೇತ್ರ ಪ್ರಕಾರಗಳಿವೆ. 7 ಸಾವಿ ಸಂಖ್ಯೆಯಿದೆ. ಸೊಳ್ಳೆ ನಿಯಂತ್ರಣಕ್ಕೆ ಪರಿಣಾಮಕಾರಿ ಕ್ರಮ ಕೈಗೊಳ್ಳಬೇಕು. ರಾಜ್ಯದಲ್ಲಿ ಆರೋಗ್ಯ ಕಾರ್ಯಕರ್ತರನ್ನು ಹೆಚ್ಚು ನೇಮಿಸಲು ಪ್ರಯತ್ನಿಸುವುದು ಎಂದು. [644, 301, 828, 350]
lead-para: ನೀಡು ಸಿದ್ಧಪಡಿಸುವ ಮಾಸ್ಟರ್ ಪ್ಲಾನ್ ಗೆ ಹಣಕಾಸು ಒದಗಿಸಲಾಗುವುದು ಎಂದು ಸುಪರ್ ಹೆಚ್ಚೆ ಪಾಠಿಸಲ್ ಅಭಿಪ್ರಾಯಪಟ್ಟರು. [249, 400, 433, 419]
poem-line: ಕಡೆ ! [1048, 1496, 1062, 1506]
lead-para: ಅಂತೆಯೇ ರಾಜ್ಯಗಳಿಗೆ ಮಹತ್ವದ ಯೋಜನೆಗಳಲ್ಲಿ ಪ್ರಮುಖ ಆದ್ಯತೆ ನೀಡುವ ಕೇಂದ್ರವನ್ನು ಪ್ರಮಾಣೀಕೃತವಾಗಿ ಅಭಿವೃದ್ಧಿಯನ್ನು ಮಾಡಲು ನಮ್ಮಲ್ಲಿ ಸಾಧ್ಯವಾಗುತ್ತಿದೆ. ಪ್ರಮಾಣೀಕೃತವಾದ ಸಮಗ್ರ ಅಭಿವೃದ್ಧಿಗೆ ನೀಲನಕ್ಷೆಯನ್ನು ಕೊಡಲಾಗಿದೆ. [52, 267, 236, 296]
lead-para: ಕಾರ್ಯಗೊಳಿಸಲಾಗಿದೆ. ನಗರ ಪ್ರದೇಶದಲ್ಲಿ ಸಮಗ್ರವಾಗಿ ಜಿಲ್ಲೆಗಳಲ್ಲಿ ಅನಾಗಸಾಗಿಸಲಾಗಿದೆ ಎಂದರು. [842, 371, 1026, 390]
masthead-right [973, 48, 1223, 103]
poem-line: ಹಾಸ ಪುರಿ ಅಂಗಡಿ , ತರಕಾರಿ ಅಂಗಡಿ [1011, 1444, 1098, 1454]
lead-body [52, 218, 1223, 978]
poem-line: ಕಾಣೆನೆ ! [1044, 1340, 1065, 1350]
poem-line: ಬಂದಾಗಲು ಜನಜಂಗುಳಿ ನಾಡು ನಿಸ್ಪಂದನೆಗಳಿಗಾ ನಡೆದೆ [990, 1470, 1120, 1480]
story-waqf-subhead: ರಾಜ್ಯ ವಕ್ಫ್ ಮಂಡಳಿಯಲ್ಲಿ ಕೋಟ್ಯಂತರ ರೂ. ಅವ್ಯವಹಾರ ಆರೋಪ [189, 1266, 274, 1296]
lead-para: ರಾಜ್ಯದಲ್ಲಿ ಹಾಲಿನ 500 ಸ್ಥಳಗಳನ್ನು ಗುರುತಿಸಲಾಗಿದೆ. ಮುಂದಿನ ಮೂರು ವರ್ಷಗಳಲ್ಲಿ 2 ಸಾವಿರ ಶಾಲೆಗಳನ್ನು ನಿರ್ಮಾಣ ಯೋಜನೆ ರೂಪಿಸಲಾಗಿದೆ. ಪ್ರಮುಖ ಖಾಸಗಿ ಶಾಲೆಗಳ ಸರ್ಕಾರಿ ಶಾಲೆಯನ್ನು ದತ್ತು ಪಡೆದು ಅಭಿವೃದ್ಧಿ ಸೂಕ್ತ ನೀಡಿದ್ದೆನೆ. [447, 416, 631, 445]
footpath-title: Foot ಪಾತ್ [1002, 1260, 1108, 1289]
lead-para: ರಾಜ್ಯದ 2022-23ರ ಅವಧಿಯಲ್ಲಿ 13477 ಬಾಲ ಗರ್ಭಿಣಿಯ ಪ್ರಕರಣಗಳು ಪತ್ತೆಯಾಗಿದ್ದು, ಇವನ್ನು ತಡೆಗಟ್ಟಲು ಕಟ್ಟುನಿಟ್ಟಿನ ಕ್ರಮ ಕೈಗೊಳ್ಳಲಾಗಿದೆ ಎಂದು ಈ ಕುರಿತು ಹೆಚ್ಚಿನ ನಿಗಾ ಮಹಿಳೆಗಳ ಎಂದು ತಿಳಿಸಿದರು. [447, 219, 756, 493]
story-waqf-photo [52, 1077, 273, 1245]
lead-para: ಅಧಿಕಾರಿಗಳ ನಿರ್ಲಕ್ಷ್ಯ ಹಾಗೂ ಕಾರ್ಯದರ್ಶಿಗಳ ಕೆಲಸ ಗುರುತಿಸಿ ಸಾಧಿಸುವ ಪ್ರಮುಖ ಸಚಿವರ ಪ್ರಮಾಣೀಕೃತವನ್ನು ಅಧಿಕಾರಿಗಳು ಹೊಂದಿರುವ ಎಂದು ಅಭಿಪ್ರಾಯ ಹೊಂದಿದೆ. [249, 448, 433, 477]
poem-line: ಹೂವಿನ ಅಂಗಡಿಯ ಹಾಗೂ ಎಲ್ಲಾ ಅಂಗಡಿ [1004, 1457, 1105, 1467]
masthead [52, 48, 1223, 126]
story-waqf-body [52, 1251, 273, 1508]
poem-line: ಅಲ್ಲಿಂದ ಅಧಿಕಾರಿಯು ಹೋರಿಗಿದ್ದು [1013, 1353, 1096, 1363]
story-bank-para: ಸ್ಪೆಟ್ರ ಕ್ಷೇತ್ರ ಪೂಲಿಂಗ್ ತಾಕಿದೆ ಎಂದು ಸಂಪ್ರೀತಿಯ್ಗೆ. ಈ ಮೇಲಿನ ಕೊಡವರ್ ಎಂಬಾತನ ವಿರುದ್ಧ ಪ್ರಕರಣ ದಾಖಲಿಸಿ ಹೆಚ್ಚಿನ ಕೈಗೊಳ್ಳಲಾಗಿದೆ ಸ್ಥೂಲವಾಗಿದೆ. ಕೆಲಸಗಳು ಹಲವಾಗುವ ನಡೆಸುತ್ತಿದ್ದಾರೆ ಎಂಬುದಕ್ಕೆ 2024ರ ಏಪ್ರಿಲ್ ಕೊನೆವರೆಗೂ ನಡೆಯುತ್ತಿದ್ದು, ಅಲ್ಲಿ ಕೊನೆಯಾದ ಅಡಮಾನದ ಅನಿವಾರ್ಯವು ದಾಖಲಾಗಿದೆ. [432, 1392, 716, 1456]
story-waqf-para: ಇದು ಆಗ ಮಂಡಳಿ ಗಮನಕ್ಕೆ ಬಂದಿದ್ದರೂ, ಸಂಸ್ಥೆಗೆ ನಡೆಯದ ಬಗ್ಗೆ ಮಂಡಳಿಯ ಧುರೀಣರಾಯಗೆ ಬರೆದಿದ್ದರೂ ಬಳಿಯೇ ಅವರೆಡೆ ಮಾಹಿತಿಯನ್ನು ಯಾರೂ ಪರಿಶೀಲಿಸಿರಲಿಲ್ಲ. ಆದಕ್ಕಾಗಿ ಮಂಡಳಿ ಅಂಗ ಕಚೇರಿಯೇ ಕೊರತೆ ನೆಲೆ ತಿಳಿದುಕೊಳ್ಳುವ ಯತ್ನ ಕೈ ಇದು ಮುಂದುವರಿದ ನಡೆದಿದೆ. [52, 1443, 182, 1503]
lead-para: ಅರಣ್ಯವಾಸಿಗಳಿಗೆ ಭೂಮಿ ಹಕ್ಕು ಖಾತ್ರಿಪಡಿಸಲು ಕ್ರಮ ಕೈಗೊಳ್ಳಬೇಕು ಎಂದು ತಿಳಿಸಿದರು. [842, 450, 1026, 469]
dateline: ಬೆಂಗಳೂರು: [189, 1252, 219, 1261]
poem-line: ಕಾಮಗಾರಿಗಳು ಪರಿವರ್ತಿಸುತ್ತಿರುವ ಭಿನ್ನ ಹಾಸ ಹಾಕುತ್ತಿದ್ದು, [986, 1392, 1124, 1402]
lead-para: ರಾಜ್ಯದಲ್ಲಿ 25 ಸಾವಿರ ಸ್ಥಳಗಳಿಗಿದೆ. ಇವುಗಳ ಪ್ರಮುಖ ಉತ್ತಮ ದೃಷ್ಟಿ ಸಂಪನ್ಮೂಲಗಳಲ್ಲಿ, ಸಮೀಕ್ಷೆ ನಡೆದು, ಸಂದರ್ಶಕೆ ಮಾಡಿ ನಿಮ್ಮ ನಿಮ್ಮ ಬಲ್ಲೆಗಾಗಿ ಸಂಬಂಧಿಸಿರುವ ಮಾಸ್ಟರ್ ಪ್ಲಾನ್ ಸಿದ್ಧಪಡಿಸಲು ಸರ್ಕಾರಕ್ಕೆ ಪ್ರಸ್ತಾವನೆ ಸಲ್ಲಿಸಿ, ನಿಮ್ಮ ನಿಮ್ಮ ಬಲ್ಲೆಗಾಗಿಯೂ ಅವಕಾಶಗಳನ್ನು ಸರಿಯಾಗಿ ಬಳಸಿಕೊಳ್ಳುಹುದು. [249, 311, 433, 350]
lead-para: ರೋಬೋಟ್ ತಂತ್ರಜ್ಞಾನದಲ್ಲಿ ಕೊಂಡಿಗಳಾಗಿ ಎಲ್ಲೆಡೆ ನಿಗದಿತ. ಗಣಿಗಾರಿಕೆ ಸಂಸ್ಥೆ ಯೋಜನೆಯಡಿ ಒಟ್ಟು 9616 ಮೊಬೈಲ್ ಕೊಡಿರುವಂಥ, 4413 ಮೊಬೈಲ್ಗಳಿಗೆ ಎಡ್ಬ್ಯೂ ಸಂತರ್ಕ ಕಲ್ಲಿಸಲಾಗಿದೆ. ಇದ್ದು, ಉಳಿ 5203 ಮೊಬೈಲ್ಗಳಿಗೆ ಎಡ್ಬ್ಯೂ ಸಂತರ್ಕ ಕಲ್ಪಿಸಲು ಕ್ರಮ ಕೈಗೊಳ್ಳಿ ಕಾರ್ಯಾಚರಣೆ ನಡೆಸಲು ಅಗತ್ಯ ಕ್ರಮಗಳನ್ನು ಕೈಗೊಳ್ಳಬೇಕು ಎಂದು ಕಾರ್ಯಗಳ ಬಳಸುವುದರಲ್ಲಿ ಚರ್ಚಿಸಲಾಗಿದೆ ಎಂದು ಹುದುಕಿಗೊಳಿಸಲು ಎಂದು. ಎಲ್ಲ ಆಸ್ಪತ್ರೆ ಪರಿಶೀಲಿಸಲಾಗುವ ಒಳಗೆ ನಿಗದಿ ಪಡೆಸಬೇಕು. ಪ್ರಸ್ತುತದಲ್ಲಿ 217 ಮಠ್ಟ ಅಗ್ನಿಶ ಒತ್ತುವರಿ ತೆರವು ಕಾರ್ಯ ಬಾಕಿಯನ್ನು, 22581 ಮಠ್ಟ ಎತ್ತಿ ಮುಟ್ಟಿಕೊಳ್ಳ ಬಾಕಿಯನ್ನು, ಇದನ್ನು ಪೂರ್ಣಗೊಳಿಸಲು ಕ್ರಮ ಕೈಗೊಳ್ಳಬೇಕು. ಪ್ರಕರಣದಲ್ಲಿ 15 ಅಂಶಗಳ [842, 277, 1026, 366]
lead-para: ರಾಜ್ಯದಲ್ಲಿ ಕೇಂದ್ರ ಪ್ರಮಾಣೀಕೃತದ ತಾರಾಗಳ ಪ್ಲಾಸ್ಟರ್ ದೊರೆಯುತ್ತಿದೆ. 25 ಸಾವಿರ ಸ್ಥಳಗಳಿಗಿದೆ. ಇವುಗಳ ಪ್ರತಿ ಸುಮಾರು 23 ಸಾವಿರ ಸ್ಥಳಗಳಿಗೆ ನಿರ್ಧಿಷ್ಟ ಶ್ರೀ ಒಳಗಾಗಿದೆ. ಕರ್ನಾಟಕ ಪ್ರಮಾಣೀಕೃತವನ್ನು ಮಾರ್ಚ್ನಾಗ ಸೌಲಭ್ಯ ಇದ್ದು 2015 ಯನ್ನು ಸರ್ಕಾರ್ಪಾರಾ ಆದಾಗಳಹು ವಾದದ ಪ್ರಮಾಣೀಕೃತವನ್ನು. [52, 428, 236, 467]
lead-para: ಕರ್ನಾಟಕದಲ್ಲಿ ಬೆಂಬಲದ ಕಾರ್ಯವನ್ನು ಒಂದಾಗಿಯೇ, ದೇಶಾಂಬಲಗಳು ಸೇರಿದಂತೆ ಹಲವು ಪ್ರಮುಖ ಸ್ಥಳಗಳು ಇವೆ. ಆದರೆ ಇಂದು ಹಣಕಾಸು ಹೊಣೆಗೆ ಇದ್ದು, ಸಂಪರ್ಕಿಸಲಾಗುವುದಿಲ್ಲ ಎಂಬ ಮಾಸಗಳಾದು ದೊರೆಯುವಂತೆ ಹೊಸದಾಗಿ ಪ್ರಶಸ್ತಿ ಸಾಧ್ಯತೆಗಳನ್ನು ಕಂಡುಕೊಳ್ಳುವ ಅಗತ್ಯವಿದೆ. [249, 253, 433, 292]
